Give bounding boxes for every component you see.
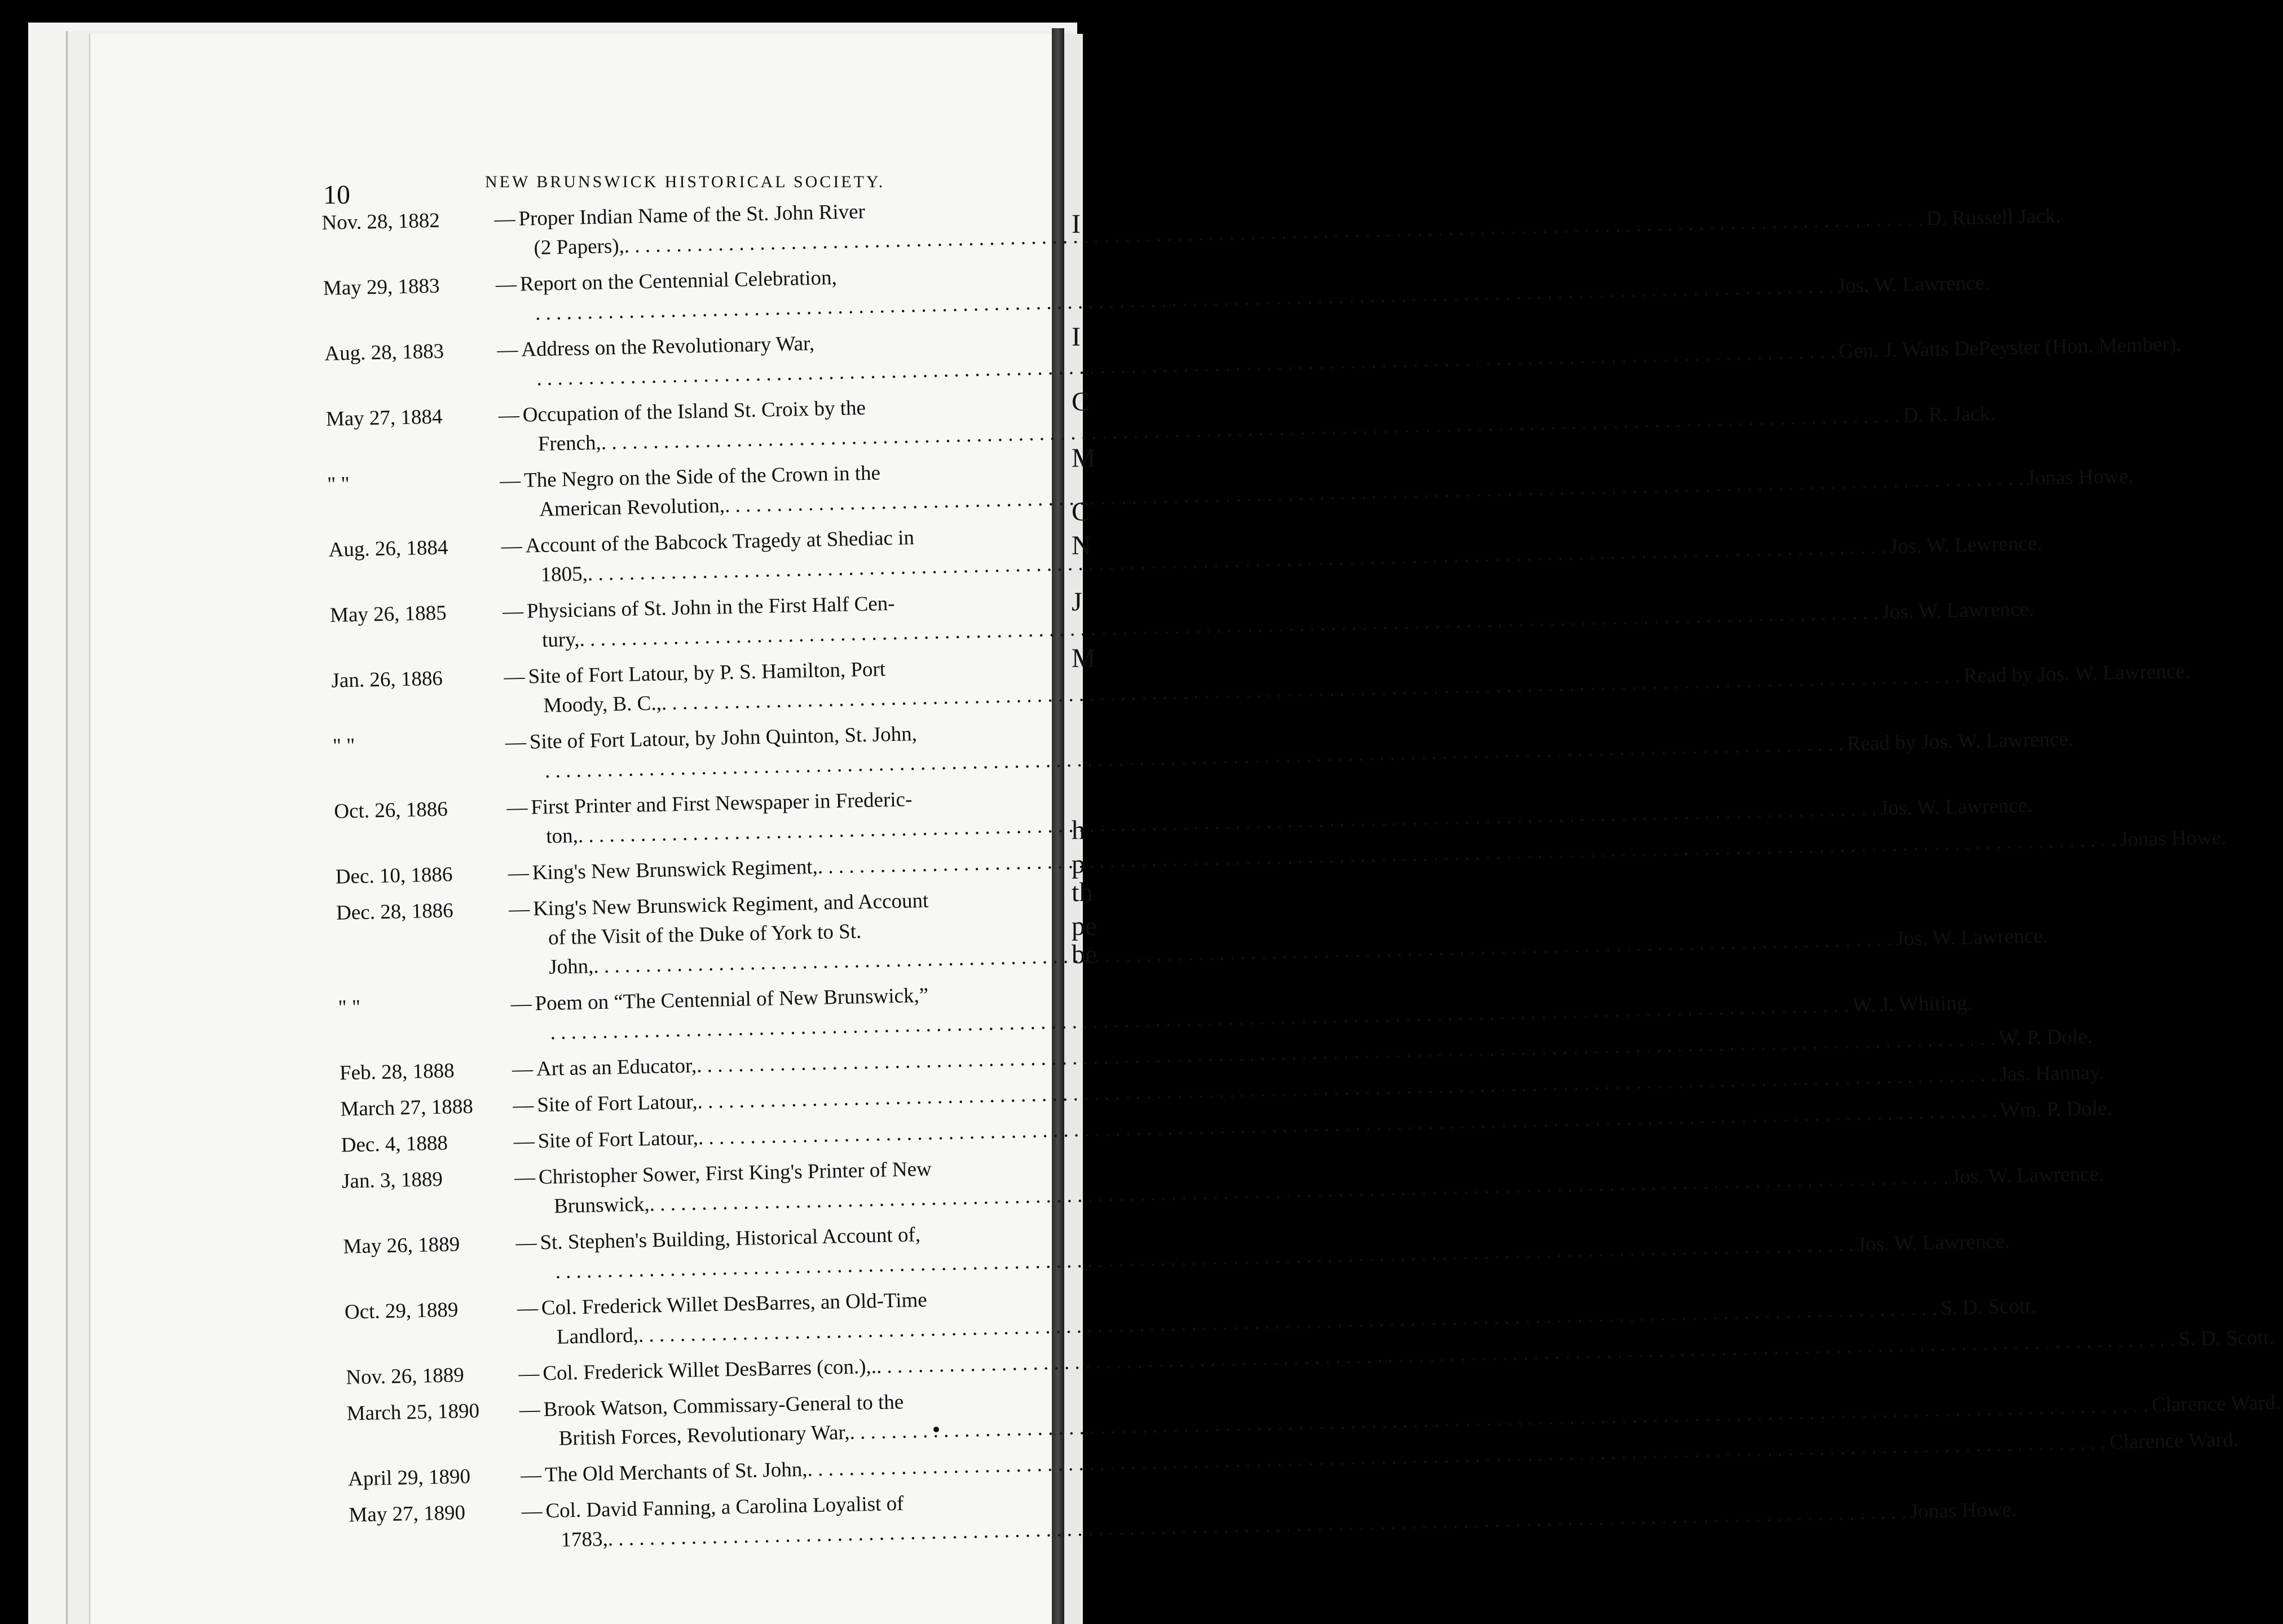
entry-dash: —: [513, 1129, 535, 1154]
entry-date: Jan. 3, 1889: [341, 1167, 443, 1193]
entry-continuation-text: Landlord,: [556, 1323, 639, 1349]
entry-dash: —: [495, 272, 517, 297]
entry-author: Read by Jos. W. Lawrence.: [1963, 659, 2191, 688]
entry-dash: —: [508, 897, 530, 921]
entry-author: Clarence Ward.: [2109, 1428, 2239, 1454]
entry-title: St. Stephen's Building, Historical Account of,: [540, 1223, 921, 1255]
entry-title: Brook Watson, Commissary-General to the: [543, 1390, 904, 1422]
facing-page-letter: be: [1072, 939, 1098, 969]
entry-continuation-text: 1805,: [540, 562, 588, 586]
entry-dash: —: [521, 1499, 543, 1524]
entry-date: Oct. 29, 1889: [344, 1298, 459, 1324]
paper-list: [321, 193, 2281, 1559]
entry-title: Poem on “The Centennial of New Brunswick,”: [535, 983, 929, 1016]
entry-title: King's New Brunswick Regiment,: [532, 855, 818, 885]
entry-dash: —: [496, 338, 518, 362]
entry-title: Site of Fort Latour,: [537, 1126, 699, 1153]
entry-author: Read by Jos. W. Lawrence.: [1846, 727, 2074, 756]
entry-date: May 26, 1885: [329, 601, 447, 627]
entry-date: Oct. 26, 1886: [333, 797, 448, 823]
facing-page-letter: M: [1072, 643, 1096, 673]
facing-page-letter: th: [1072, 877, 1093, 907]
entry-author: S. D. Scott.: [2178, 1325, 2275, 1351]
entry-dash: —: [518, 1362, 540, 1386]
entry-dash: —: [520, 1463, 542, 1488]
entry-author: Jonas Howe.: [2026, 464, 2134, 490]
entry-continuation-text: American Revolution,: [539, 494, 725, 522]
entry-author: Jonas Howe.: [1910, 1498, 2017, 1524]
facing-page-letter: C: [1072, 497, 1090, 527]
entry-dash: —: [504, 665, 525, 689]
entry-date: May 26, 1889: [343, 1233, 460, 1259]
entry-continuation-text: tury,: [541, 628, 580, 652]
entry-date: March 27, 1888: [340, 1095, 474, 1121]
entry-date: March 25, 1890: [346, 1399, 480, 1426]
entry-title: Physicians of St. John in the First Half Cen-: [526, 592, 895, 623]
entry-title: First Printer and First Newspaper in Frederic-: [530, 788, 913, 819]
entry-date: " ": [338, 995, 361, 1020]
facing-page-letter: p: [1072, 849, 1085, 879]
entry-dash: —: [514, 1166, 536, 1190]
entry-title: Report on the Centennial Celebration,: [519, 266, 838, 296]
entry-date: April 29, 1890: [347, 1464, 471, 1491]
entry-author: Jonas Howe.: [2119, 826, 2227, 851]
entry-continuation-text: John,: [548, 955, 594, 979]
entry-dash: —: [505, 730, 527, 754]
facing-page-letter: I: [1072, 209, 1081, 239]
entry-author: D. R. Jack.: [1903, 401, 1996, 427]
entry-title: Art as an Educator,: [536, 1054, 697, 1081]
entry-author: Gen. J. Watts DePeyster (Hon. Member).: [1838, 332, 2182, 363]
facing-page-letter: J: [1072, 587, 1082, 617]
entry-dash: —: [512, 1057, 534, 1082]
entry-author: Jos. W. Lawrence.: [1880, 793, 2033, 820]
entry-date: " ": [327, 473, 350, 496]
entry-title: Account of the Babcock Tragedy at Shediac in: [525, 526, 915, 558]
running-head: NEW BRUNSWICK HISTORICAL SOCIETY.: [485, 173, 885, 191]
entry-title: Site of Fort Latour, by P. S. Hamilton, Port: [528, 657, 886, 689]
entry-author: Jos. W. Lawrence.: [1881, 597, 2034, 624]
entry-date: May 29, 1883: [323, 274, 440, 300]
entry-dash: —: [517, 1296, 539, 1321]
entry-author: Jas. Hannay.: [1999, 1061, 2105, 1087]
entry-continuation-text: Brunswick,: [553, 1193, 650, 1218]
entry-date: Dec. 10, 1886: [335, 863, 453, 889]
entry-date: May 27, 1884: [325, 405, 443, 431]
entry-title: The Negro on the Side of the Crown in the: [523, 461, 881, 492]
entry-continuation-text: French,: [537, 431, 602, 456]
entry-author: Clarence Ward.: [2151, 1391, 2281, 1417]
entry-author: Jos. W. Lawrence.: [1895, 924, 2048, 951]
entry-date: Dec. 4, 1888: [341, 1131, 448, 1157]
entry-title: King's New Brunswick Regiment, and Account: [532, 889, 929, 921]
entry-title: Col. David Fanning, a Carolina Loyalist of: [545, 1491, 904, 1523]
entry-author: Jos. W. Lawrence.: [1857, 1229, 2010, 1256]
entry-dash: —: [498, 403, 520, 427]
facing-page-letter: pe: [1072, 911, 1098, 941]
entry-title: Site of Fort Latour,: [536, 1090, 698, 1117]
entry-title: Christopher Sower, First King's Printer of New: [538, 1157, 932, 1189]
entry-author: Jos. W. Lawrence.: [1951, 1162, 2105, 1189]
entry-dash: —: [499, 469, 521, 493]
entry-date: Aug. 28, 1883: [324, 339, 444, 365]
entry-author: S. D. Scott.: [1940, 1294, 2037, 1320]
entry-title: Occupation of the Island St. Croix by the: [522, 396, 866, 427]
entry-title: The Old Merchants of St. John,: [544, 1458, 808, 1487]
page-number: 10: [323, 180, 350, 210]
entry-author: Wm. P. Dole.: [2000, 1096, 2113, 1123]
entry-continuation-text: (2 Papers),: [534, 234, 625, 260]
entry-date: " ": [332, 734, 355, 758]
entry-author: W. J. Whiting.: [1852, 991, 1973, 1017]
entry-title: Proper Indian Name of the St. John River: [518, 200, 866, 231]
entry-continuation-text: Moody, B. C.,: [543, 691, 662, 717]
entry-dash: —: [515, 1231, 537, 1255]
entry-dash: —: [501, 534, 523, 558]
entry-author: D. Russell Jack.: [1926, 204, 2061, 231]
entry-dash: —: [510, 992, 532, 1016]
entry-continuation-text: of the Visit of the Duke of York to St.: [548, 920, 862, 950]
entry-title: Col. Frederick Willet DesBarres, an Old-Time: [541, 1288, 928, 1320]
entry-title: Col. Frederick Willet DesBarres (con.),.: [542, 1354, 877, 1385]
entry-date: May 27, 1890: [349, 1501, 466, 1527]
entry-author: W. P. Dole.: [1998, 1025, 2093, 1051]
entry-continuation-text: British Forces, Revolutionary War,: [558, 1420, 850, 1450]
entry-date: Aug. 26, 1884: [328, 536, 448, 562]
entry-date: Jan. 26, 1886: [331, 667, 443, 692]
entry-continuation-text: 1783,: [561, 1527, 609, 1552]
entry-date: Feb. 28, 1888: [339, 1059, 455, 1085]
facing-page-letter: M: [1072, 443, 1096, 473]
entry-continuation-text: ton,: [545, 824, 579, 848]
entry-title: Site of Fort Latour, by John Quinton, St. John,: [529, 722, 918, 754]
facing-page-letter: N: [1072, 531, 1091, 561]
facing-page-letter: I: [1072, 322, 1081, 352]
entry-author: Jos. W. Lewrence.: [1889, 532, 2043, 558]
entry-dash: —: [494, 207, 515, 231]
entry-author: Jos. W. Lawrence.: [1837, 271, 1990, 298]
ink-dot: [933, 1427, 939, 1432]
facing-page-letter: h: [1072, 815, 1085, 845]
entry-dash: —: [502, 599, 524, 624]
entry-dash: —: [506, 796, 528, 820]
entry-dash: —: [508, 861, 530, 885]
entry-date: Nov. 28, 1882: [321, 209, 440, 235]
entry-date: Dec. 28, 1886: [336, 899, 454, 925]
entry-dash: —: [519, 1398, 541, 1422]
entry-dash: —: [512, 1093, 534, 1118]
facing-page-letter: C: [1072, 387, 1090, 417]
entry-date: Nov. 26, 1889: [345, 1363, 465, 1389]
entry-title: Address on the Revolutionary War,: [521, 332, 815, 361]
